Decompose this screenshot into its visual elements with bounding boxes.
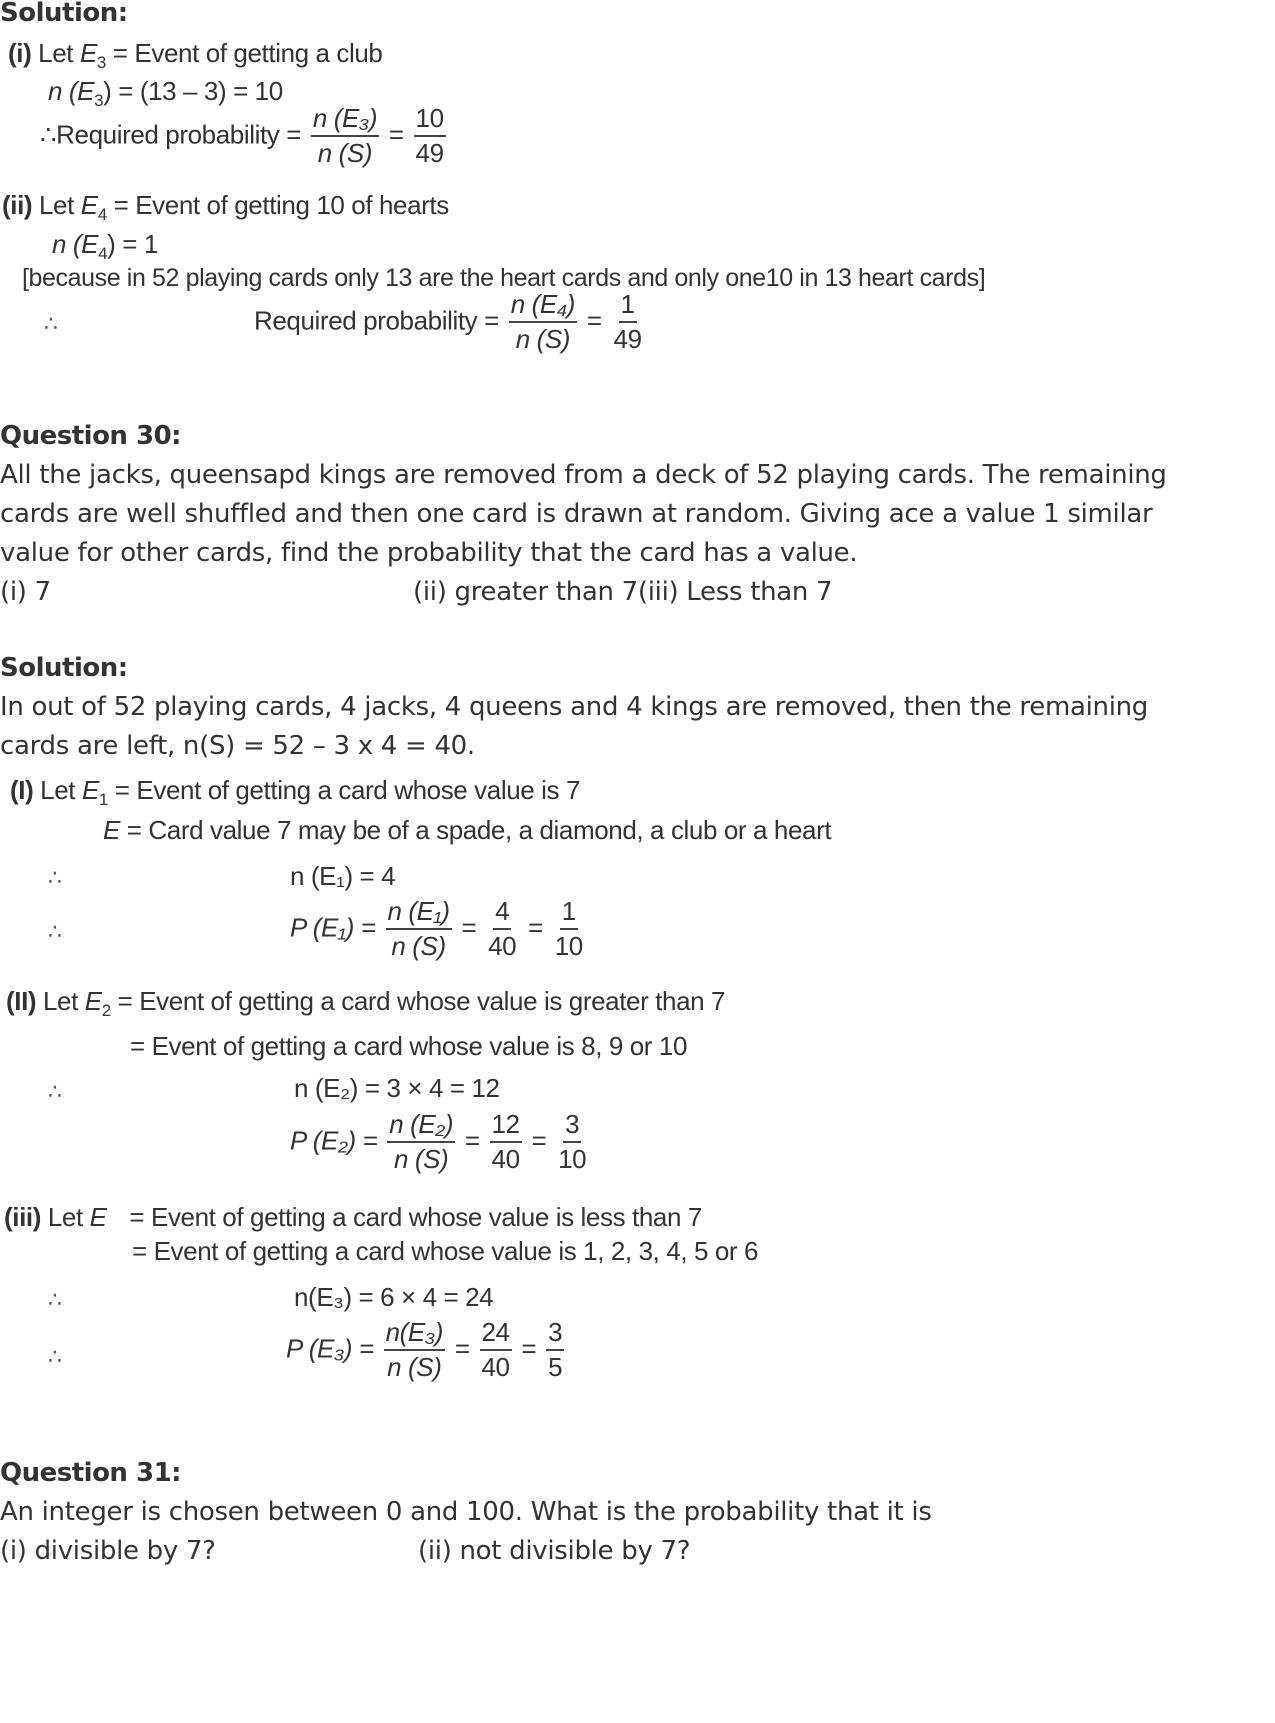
solution-30-part-iii-definition: (iii) Let E = Event of getting a card whose value is less than 7 [4,1202,702,1232]
question-31-option-i: (i) divisible by 7? [0,1536,216,1566]
fraction: $\frac{12}{40}$ [491,1109,520,1174]
fraction: $\frac{3}{5}$ [548,1317,563,1382]
solution-30-part-i-definition: (I) Let $E_1$ = Event of getting a card whose value is 7 [10,775,581,809]
question-30-line-3: value for other cards, find the probability that the card has a value. [0,538,858,568]
solution-30-part-i-note: E = Card value 7 may be of a spade, a diamond, a club or a heart [103,815,832,845]
solution-30-part-iii-count: n(E₃) = 6 × 4 = 24 [294,1282,494,1312]
solution-30-part-i-probability: P (E₁) = $\frac{\text{n (E₁)}}{n (S)}$ = $\frac{4}{40}$ = $\frac{1}{10}$ [290,896,583,961]
solution-30-part-iii-definition-2: = Event of getting a card whose value is 1, 2, 3, 4, 5 or 6 [132,1236,759,1266]
therefore-symbol: ∴ [48,1080,62,1105]
fraction: $\frac{\text{n(E₃)}}{n (S)}$ [385,1317,444,1382]
question-30-line-1: All the jacks, queensapd kings are removed from a deck of 52 playing cards. The remaining [0,460,1167,490]
solution-30-intro-line-1: In out of 52 playing cards, 4 jacks, 4 queens and 4 kings are removed, then the remaining [0,692,1149,722]
therefore-symbol: ∴ [44,312,58,337]
solution-30-part-ii-count: n (E₂) = 3 × 4 = 12 [294,1073,500,1103]
fraction: $\frac{\text{n (E₁)}}{n (S)}$ [387,896,450,961]
therefore-symbol: ∴ [48,866,62,891]
fraction: $\frac{10}{49}$ [415,103,444,168]
solution-part-ii-note: [because in 52 playing cards only 13 are the heart cards and only one10 in 13 heart cards] [22,264,986,292]
question-31-line: An integer is chosen between 0 and 100. What is the probability that it is [0,1497,932,1527]
question-30-heading: Question 30: [0,421,182,451]
question-30-line-2: cards are well shuffled and then one card is drawn at random. Giving ace a value 1 similar [0,499,1153,529]
fraction: $\frac{\text{n (E₄)}}{n (S)}$ [510,289,576,354]
fraction: $\frac{24}{40}$ [481,1317,510,1382]
solution-part-ii-definition: (ii) Let $E_4$ = Event of getting 10 of hearts [2,190,449,224]
solution-30-part-ii-probability: P (E₂) = $\frac{\text{n (E₂)}}{n (S)}$ = $\frac{12}{40}$ = $\frac{3}{10}$ [290,1109,587,1174]
solution-30-heading: Solution: [0,653,128,683]
fraction: $\frac{1}{49}$ [613,289,642,354]
therefore-symbol: ∴ [48,1288,62,1313]
solution-30-intro-line-2: cards are left, n(S) = 52 – 3 x 4 = 40. [0,731,475,761]
fraction: $\frac{\text{n (E₃)}}{n (S)}$ [312,103,378,168]
fraction: $\frac{\text{n (E₂)}}{n (S)}$ [389,1109,454,1174]
solution-30-part-iii-probability: P (E₃) = $\frac{\text{n(E₃)}}{n (S)}$ = $\frac{24}{40}$ = $\frac{3}{5}$ [286,1317,563,1382]
solution-heading: Solution: [0,0,128,28]
question-31-option-ii: (ii) not divisible by 7? [418,1536,691,1566]
question-30-option-ii-iii: (ii) greater than 7(iii) Less than 7 [413,577,833,607]
solution-part-ii-probability: Required probability = $\frac{\text{n (E₄)}}{n (S)}$ = $\frac{1}{49}$ [254,289,642,354]
therefore-symbol: ∴ [48,1345,62,1370]
solution-30-part-ii-definition: (II) Let $E_2$ = Event of getting a card whose value is greater than 7 [6,986,726,1020]
therefore-symbol: ∴ [48,920,62,945]
solution-part-i-definition: (i) Let $E_3$ = Event of getting a club [8,38,383,72]
solution-30-part-ii-definition-2: = Event of getting a card whose value is 8, 9 or 10 [130,1031,688,1061]
fraction: $\frac{1}{10}$ [554,896,583,961]
fraction: $\frac{4}{40}$ [488,896,517,961]
solution-part-i-count: n $(E_3) = (13 - 3) = 10$ [48,76,283,110]
solution-30-part-i-count: n (E₁) = 4 [290,861,396,891]
question-30-option-i: (i) 7 [0,577,51,607]
question-31-heading: Question 31: [0,1458,182,1488]
solution-part-i-probability: ∴Required probability = $\frac{\text{n (E₃)}}{n (S)}$ = $\frac{10}{49}$ [40,103,444,168]
fraction: $\frac{3}{10}$ [558,1109,587,1174]
solution-part-ii-count: n $(E_4) = 1$ [52,229,158,263]
